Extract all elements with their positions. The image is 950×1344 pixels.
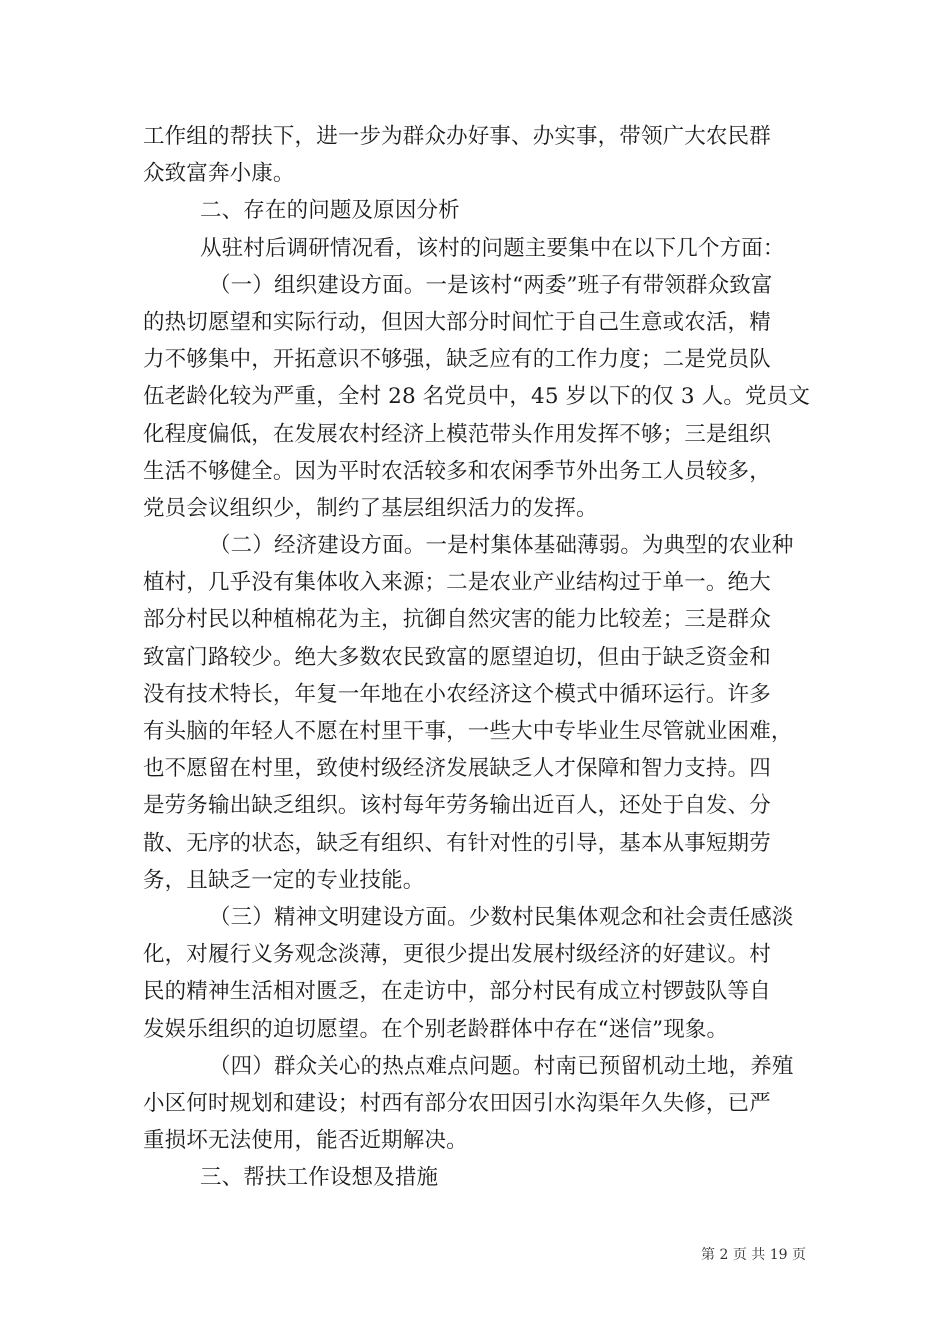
text-line: （二）经济建设方面。一是村集体基础薄弱。为典型的农业种 [209,533,794,559]
text-line: 植村，几乎没有集体收入来源；二是农业产业结构过于单一。绝大 [143,570,771,596]
text-line: 三、帮扶工作设想及措施 [200,1165,439,1191]
text-line: （四）群众关心的热点难点问题。村南已预留机动土地，养殖 [209,1053,794,1079]
text-line: 务，且缺乏一定的专业技能。 [143,867,425,893]
text-line: 党员会议组织少，制约了基层组织活力的发挥。 [143,495,598,521]
text-line: 是劳务输出缺乏组织。该村每年劳务输出近百人，还处于自发、分 [143,793,771,819]
text-line: 二、存在的问题及原因分析 [200,198,460,224]
text-line: 发娱乐组织的迫切愿望。在个别老龄群体中存在“迷信”现象。 [143,1016,729,1042]
page-number-footer: 第 2 页 共 19 页 [701,1247,806,1263]
text-line: 散、无序的状态，缺乏有组织、有针对性的引导，基本从事短期劳 [143,830,771,856]
text-line: 工作组的帮扶下，进一步为群众办好事、办实事，带领广大农民群 [143,124,771,149]
text-line: 部分村民以种植棉花为主，抗御自然灾害的能力比较差；三是群众 [143,607,771,633]
text-line: 重损坏无法使用，能否近期解决。 [143,1128,468,1154]
text-line: 致富门路较少。绝大多数农民致富的愿望迫切，但由于缺乏资金和 [143,644,771,670]
text-line: 力不够集中，开拓意识不够强，缺乏应有的工作力度；二是党员队 [143,347,771,373]
document-body [143,118,825,1196]
text-line: （一）组织建设方面。一是该村“两委”班子有带领群众致富 [209,272,773,298]
text-line: 从驻村后调研情况看，该村的问题主要集中在以下几个方面： [200,235,785,261]
text-line: 有头脑的年轻人不愿在村里干事，一些大中专毕业生尽管就业困难， [143,719,793,744]
text-line: （三）精神文明建设方面。少数村民集体观念和社会责任感淡 [209,904,794,930]
text-line: 化，对履行义务观念淡薄，更很少提出发展村级经济的好建议。村 [143,942,771,968]
text-line: 小区何时规划和建设；村西有部分农田因引水沟渠年久失修，已严 [143,1090,771,1116]
text-line: 民的精神生活相对匮乏，在走访中，部分村民有成立村锣鼓队等自 [143,979,771,1005]
text-line: 的热切愿望和实际行动，但因大部分时间忙于自己生意或农活，精 [143,309,771,335]
text-line: 也不愿留在村里，致使村级经济发展缺乏人才保障和智力支持。四 [143,756,771,782]
text-line: 伍老龄化较为严重，全村 28 名党员中，45 岁以下的仅 3 人。党员文 [143,384,810,410]
text-line: 化程度偏低，在发展农村经济上模范带头作用发挥不够；三是组织 [143,421,771,447]
text-line: 生活不够健全。因为平时农活较多和农闲季节外出务工人员较多， [143,458,771,484]
text-line: 没有技术特长，年复一年地在小农经济这个模式中循环运行。许多 [143,681,771,707]
text-line: 众致富奔小康。 [143,161,295,187]
